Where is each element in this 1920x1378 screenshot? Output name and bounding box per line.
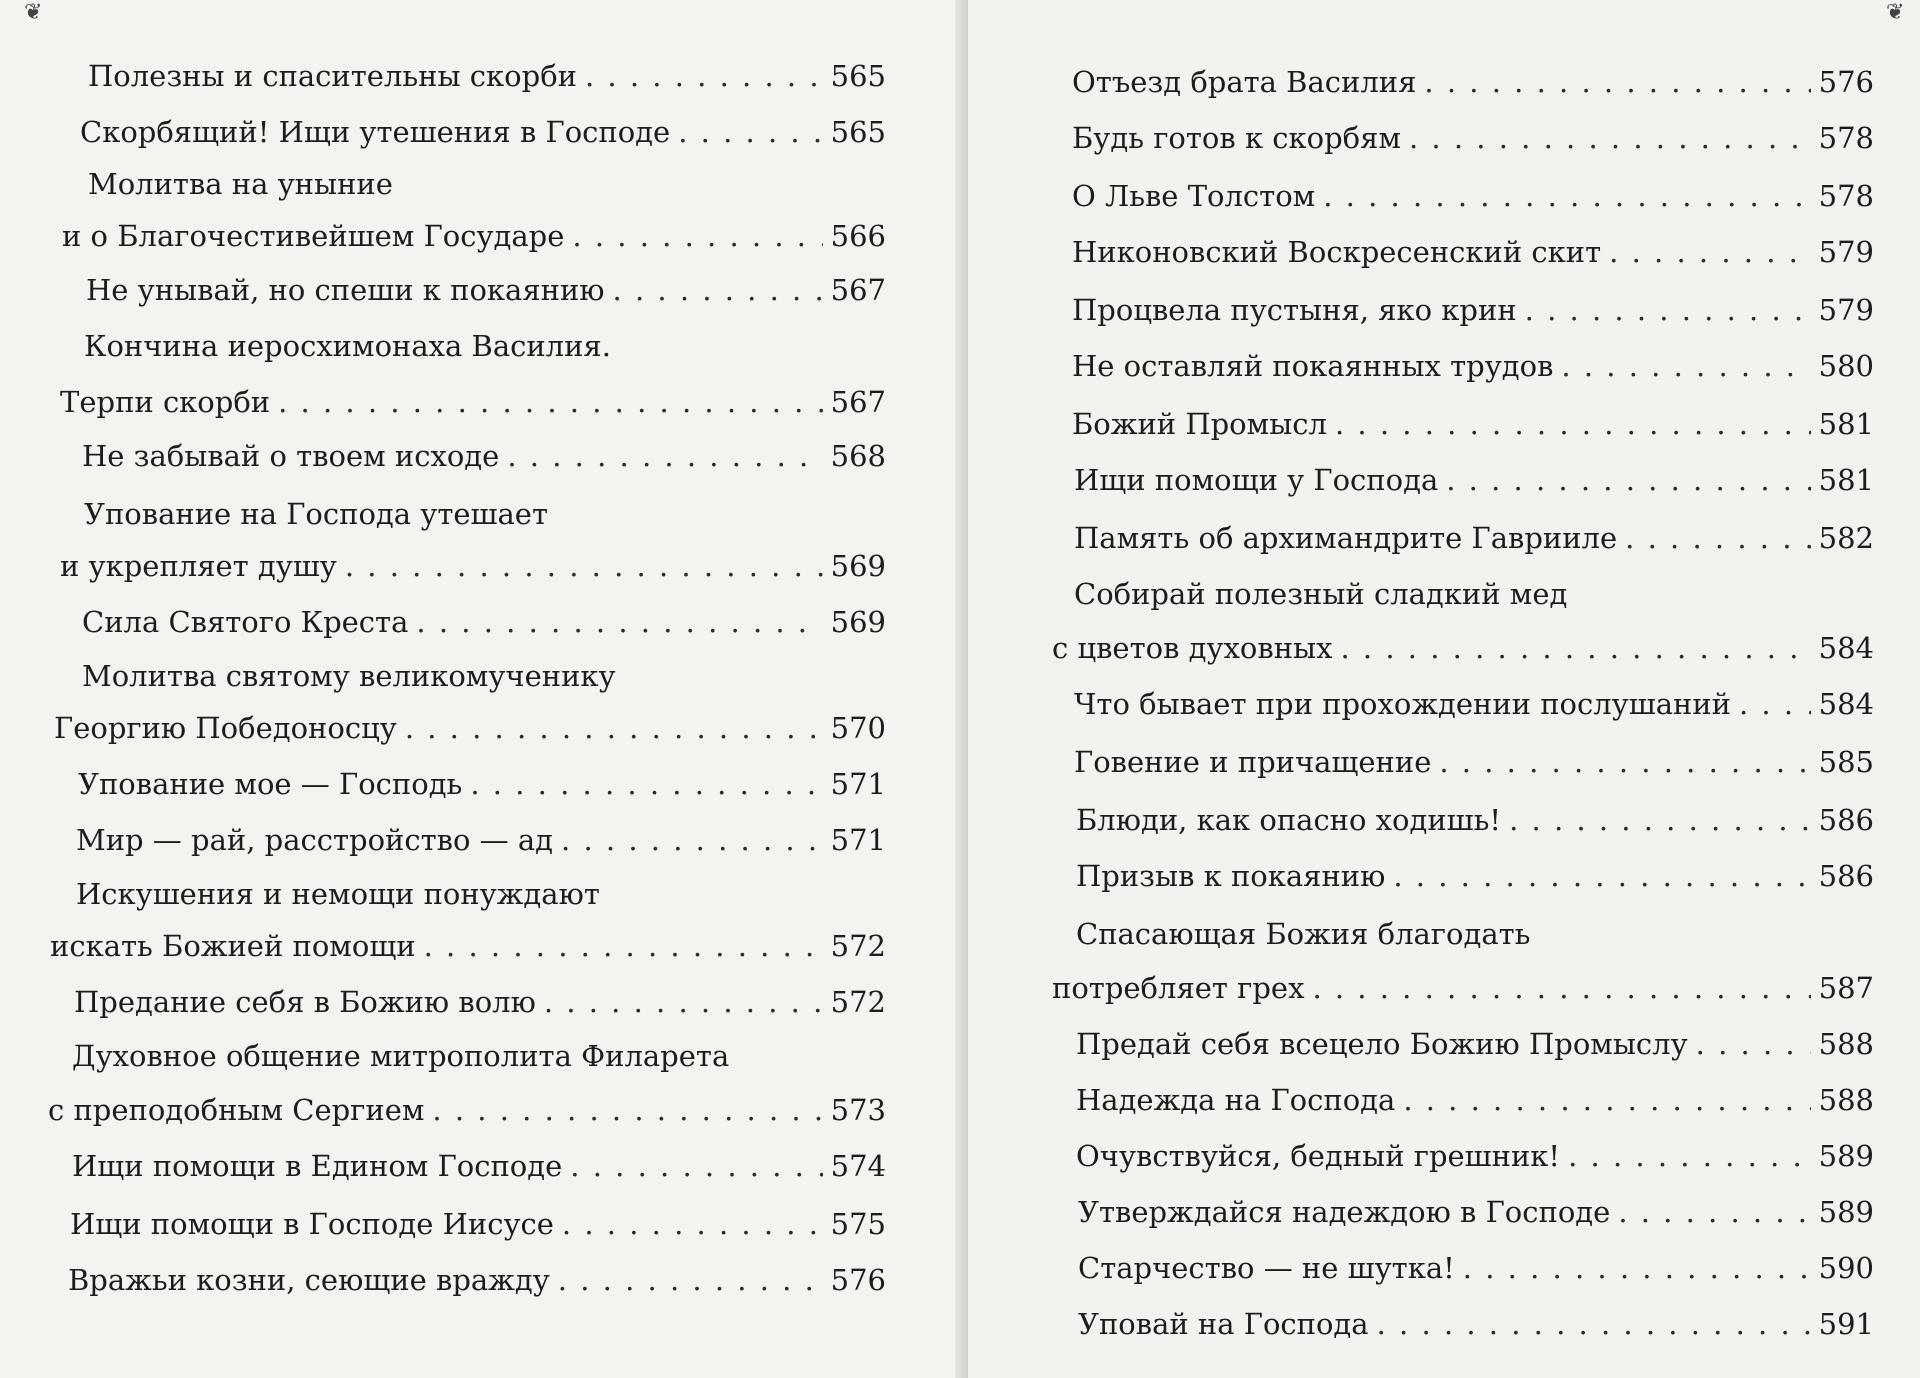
dot-leader — [1561, 348, 1810, 384]
dot-leader — [678, 114, 822, 150]
toc-entry-title: Мир — рай, расстройство — ад — [76, 823, 554, 857]
toc-page-number: 576 — [1818, 65, 1874, 99]
dot-leader — [1618, 1194, 1810, 1230]
dot-leader — [558, 1262, 823, 1298]
dot-leader — [1625, 520, 1811, 556]
dot-leader — [562, 1206, 823, 1242]
toc-page-number: 587 — [1818, 971, 1874, 1005]
toc-entry-title: и укрепляет душу — [60, 549, 337, 583]
toc-entry-title: искать Божией помощи — [50, 929, 416, 963]
ornament-icon: ❦ — [1886, 0, 1905, 25]
toc-entry-title: Старчество — не шутка! — [1078, 1251, 1455, 1285]
right-page — [968, 0, 1920, 1378]
dot-leader — [405, 710, 823, 746]
toc-page-number: 569 — [830, 605, 886, 639]
toc-entry-title: Процвела пустыня, яко крин — [1072, 293, 1517, 327]
toc-page-number: 573 — [830, 1093, 886, 1127]
toc-page-number: 574 — [830, 1149, 886, 1183]
toc-entry-title: Искушения и немощи понуждают — [76, 877, 600, 911]
toc-page-number: 572 — [830, 929, 886, 963]
toc-page-number: 581 — [1818, 463, 1874, 497]
toc-entry-title: Надежда на Господа — [1076, 1083, 1396, 1117]
dot-leader — [1312, 970, 1810, 1006]
toc-page-number: 572 — [830, 985, 886, 1019]
dot-leader — [1446, 462, 1810, 498]
ornament-icon: ❦ — [24, 0, 43, 25]
toc-page-number: 589 — [1818, 1139, 1874, 1173]
table-of-contents-right — [968, 0, 1920, 1378]
toc-page-number: 571 — [830, 823, 886, 857]
toc-page-number: 578 — [1818, 121, 1874, 155]
toc-entry-title: Скорбящий! Ищи утешения в Господе — [80, 115, 671, 149]
dot-leader — [1609, 234, 1811, 270]
dot-leader — [416, 604, 822, 640]
toc-page-number: 570 — [830, 711, 886, 745]
dot-leader — [1403, 1082, 1810, 1118]
dot-leader — [544, 984, 823, 1020]
toc-page-number: 567 — [830, 273, 886, 307]
toc-entry-title: Что бывает при прохождении послушаний — [1074, 687, 1731, 721]
toc-page-number: 579 — [1818, 293, 1874, 327]
toc-entry-title: Молитва на уныние — [88, 167, 393, 201]
toc-page-number: 584 — [1818, 687, 1874, 721]
toc-page-number: 590 — [1818, 1251, 1874, 1285]
dot-leader — [1323, 178, 1810, 214]
toc-page-number: 584 — [1818, 631, 1874, 665]
toc-page-number: 567 — [830, 385, 886, 419]
toc-entry-title: Кончина иеросхимонаха Василия. — [84, 329, 611, 363]
toc-entry-title: Вражьи козни, сеющие вражду — [68, 1263, 550, 1297]
dot-leader — [561, 822, 823, 858]
toc-page-number: 591 — [1818, 1307, 1874, 1341]
toc-entry-title: Отъезд брата Василия — [1072, 65, 1417, 99]
toc-page-number: 566 — [830, 219, 886, 253]
toc-entry-title: Очувствуйся, бедный грешник! — [1076, 1139, 1561, 1173]
dot-leader — [613, 272, 823, 308]
toc-page-number: 585 — [1818, 745, 1874, 779]
toc-page-number: 581 — [1818, 407, 1874, 441]
toc-entry-title: Собирай полезный сладкий мед — [1074, 577, 1568, 611]
toc-entry-title: Не забывай о твоем исходе — [82, 439, 500, 473]
toc-entry-title: Духовное общение митрополита Филарета — [72, 1039, 730, 1073]
dot-leader — [1340, 630, 1810, 666]
toc-entry-title: Полезны и спасительны скорби — [88, 59, 577, 93]
dot-leader — [278, 384, 823, 420]
toc-entry-title: Терпи скорби — [60, 385, 271, 419]
toc-entry-title: Ищи помощи в Господе Иисусе — [70, 1207, 554, 1241]
dot-leader — [1439, 744, 1810, 780]
dot-leader — [424, 928, 823, 964]
toc-entry-title: Будь готов к скорбям — [1072, 121, 1401, 155]
toc-page-number: 580 — [1818, 349, 1874, 383]
toc-entry-title: Ищи помощи в Едином Господе — [72, 1149, 563, 1183]
toc-entry-title: с цветов духовных — [1052, 631, 1333, 665]
toc-page-number: 571 — [830, 767, 886, 801]
toc-entry-title: потребляет грех — [1052, 971, 1305, 1005]
toc-entry-title: Никоновский Воскресенский скит — [1072, 235, 1602, 269]
toc-entry-title: Георгию Победоносцу — [54, 711, 397, 745]
toc-page-number: 576 — [830, 1263, 886, 1297]
toc-entry-title: Уповай на Господа — [1078, 1307, 1369, 1341]
dot-leader — [585, 58, 823, 94]
toc-entry-title: Предай себя всецело Божию Промыслу — [1076, 1027, 1688, 1061]
dot-leader — [1509, 802, 1811, 838]
toc-entry-title: Предание себя в Божию волю — [74, 985, 536, 1019]
toc-page-number: 565 — [830, 115, 886, 149]
toc-page-number: 569 — [830, 549, 886, 583]
dot-leader — [1463, 1250, 1811, 1286]
toc-entry-title: Упование на Господа утешает — [84, 497, 549, 531]
toc-entry-title: Утверждайся надеждою в Господе — [1078, 1195, 1611, 1229]
toc-entry-title: Молитва святому великомученику — [82, 659, 616, 693]
dot-leader — [1739, 686, 1811, 722]
dot-leader — [470, 766, 822, 802]
toc-entry-title: Упование мое — Господь — [78, 767, 463, 801]
toc-page-number: 568 — [830, 439, 886, 473]
dot-leader — [570, 1148, 822, 1184]
dot-leader — [1377, 1306, 1811, 1342]
toc-page-number: 582 — [1818, 521, 1874, 555]
toc-page-number: 579 — [1818, 235, 1874, 269]
dot-leader — [1424, 64, 1810, 100]
toc-page-number: 575 — [830, 1207, 886, 1241]
dot-leader — [432, 1092, 822, 1128]
dot-leader — [572, 218, 822, 254]
toc-page-number: 589 — [1818, 1195, 1874, 1229]
toc-page-number: 586 — [1818, 803, 1874, 837]
toc-entry-title: Призыв к покаянию — [1076, 859, 1386, 893]
dot-leader — [1525, 292, 1811, 328]
toc-entry-title: Сила Святого Креста — [82, 605, 409, 639]
toc-page-number: 588 — [1818, 1083, 1874, 1117]
toc-entry-title: О Льве Толстом — [1072, 179, 1316, 213]
dot-leader — [507, 438, 822, 474]
toc-entry-title: Память об архимандрите Гаврииле — [1074, 521, 1618, 555]
toc-entry-title: Говение и причащение — [1074, 745, 1432, 779]
dot-leader — [1568, 1138, 1811, 1174]
toc-page-number: 588 — [1818, 1027, 1874, 1061]
toc-entry-title: Ищи помощи у Господа — [1074, 463, 1439, 497]
toc-entry-title: с преподобным Сергием — [48, 1093, 425, 1127]
toc-page-number: 565 — [830, 59, 886, 93]
dot-leader — [1409, 120, 1811, 156]
toc-entry-title: Не унывай, но спеши к покаянию — [86, 273, 605, 307]
toc-page-number: 586 — [1818, 859, 1874, 893]
dot-leader — [1393, 858, 1810, 894]
dot-leader — [1696, 1026, 1811, 1062]
toc-entry-title: Спасающая Божия благодать — [1076, 917, 1531, 951]
toc-entry-title: и о Благочестивейшем Государе — [62, 219, 565, 253]
toc-entry-title: Блюди, как опасно ходишь! — [1076, 803, 1502, 837]
toc-entry-title: Божий Промысл — [1072, 407, 1327, 441]
toc-entry-title: Не оставляй покаянных трудов — [1072, 349, 1554, 383]
dot-leader — [1335, 406, 1811, 442]
dot-leader — [345, 548, 823, 584]
toc-page-number: 578 — [1818, 179, 1874, 213]
